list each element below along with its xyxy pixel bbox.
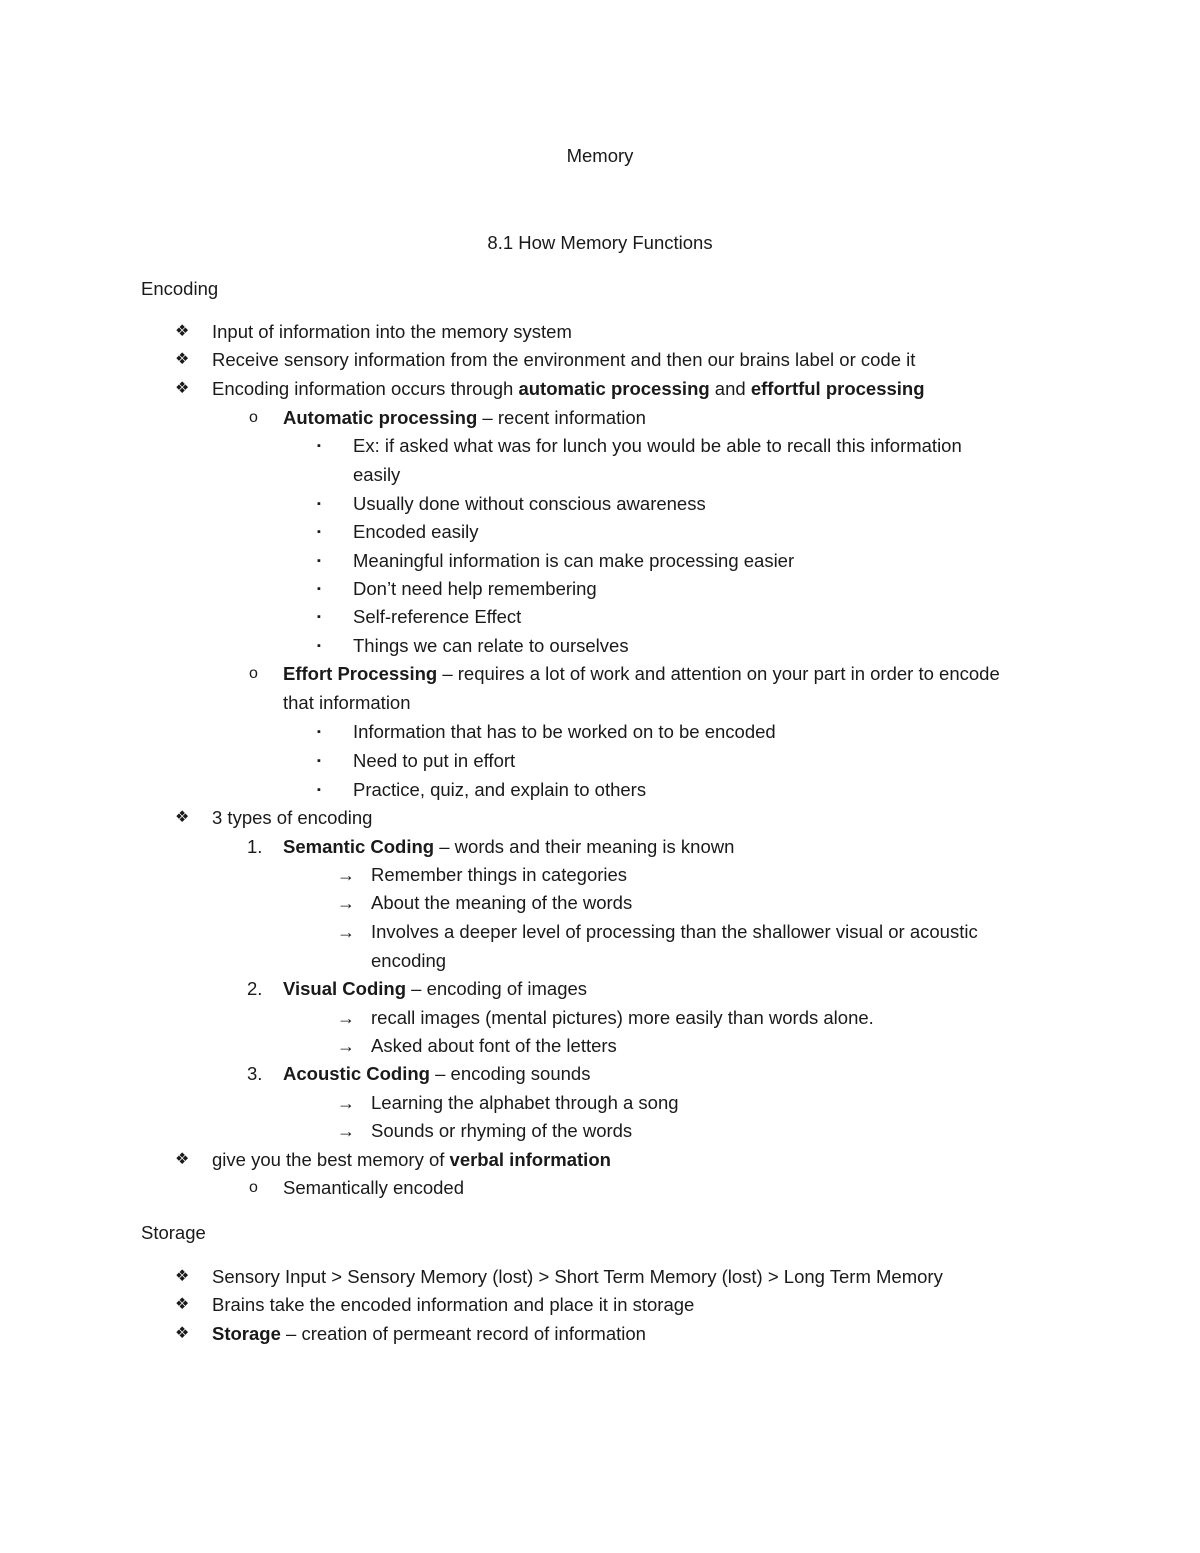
circle-bullet-icon: o [249, 1179, 258, 1196]
square-bullet-icon: ▪ [317, 755, 321, 767]
list-item: Encoded easily [353, 521, 479, 542]
list-item: Acoustic Coding – encoding sounds [283, 1063, 591, 1084]
list-item: Encoding information occurs through automatic processing and effortful processing [212, 378, 925, 399]
list-item: Effort Processing – requires a lot of work and attention on your part in order to encode [283, 663, 1000, 684]
list-item: Need to put in effort [353, 750, 516, 771]
diamond-bullet-icon: ❖ [175, 1268, 190, 1285]
list-item: Meaningful information is can make processing easier [353, 550, 795, 571]
list-item: Brains take the encoded information and place it in storage [212, 1294, 695, 1315]
square-bullet-icon: ▪ [317, 555, 321, 567]
list-item: Receive sensory information from the environment and then our brains label or code it [212, 349, 916, 370]
list-item: Semantically encoded [283, 1177, 464, 1198]
square-bullet-icon: ▪ [317, 526, 321, 538]
list-item: Input of information into the memory system [212, 321, 572, 342]
section-subtitle: 8.1 How Memory Functions [487, 232, 713, 253]
arrow-right-icon: → [337, 1036, 355, 1056]
list-item: Self-reference Effect [353, 606, 522, 627]
diamond-bullet-icon: ❖ [175, 809, 190, 826]
diamond-bullet-icon: ❖ [175, 1325, 190, 1342]
list-item: Things we can relate to ourselves [353, 635, 629, 656]
square-bullet-icon: ▪ [317, 784, 321, 796]
list-number: 1. [247, 836, 263, 857]
square-bullet-icon: ▪ [317, 583, 321, 595]
encoding-heading: Encoding [141, 278, 219, 299]
list-item: Learning the alphabet through a song [371, 1092, 679, 1113]
arrow-right-icon: → [337, 893, 355, 913]
list-item: Automatic processing – recent information [283, 407, 646, 428]
list-item: Storage – creation of permeant record of information [212, 1323, 646, 1344]
square-bullet-icon: ▪ [317, 611, 321, 623]
list-item: Sounds or rhyming of the words [371, 1120, 633, 1141]
document-title: Memory [566, 145, 634, 166]
list-item: easily [353, 464, 401, 485]
list-item: Information that has to be worked on to be encoded [353, 721, 776, 742]
list-item: Usually done without conscious awareness [353, 493, 706, 514]
circle-bullet-icon: o [249, 665, 258, 682]
list-item: Remember things in categories [371, 864, 628, 885]
list-item: recall images (mental pictures) more easily than words alone. [371, 1007, 874, 1028]
list-number: 3. [247, 1063, 263, 1084]
diamond-bullet-icon: ❖ [175, 351, 190, 368]
list-item: 3 types of encoding [212, 807, 373, 828]
list-item: that information [283, 692, 411, 713]
diamond-bullet-icon: ❖ [175, 1296, 190, 1313]
arrow-right-icon: → [337, 922, 355, 942]
list-item: Visual Coding – encoding of images [283, 978, 588, 999]
storage-heading: Storage [141, 1222, 206, 1243]
arrow-right-icon: → [337, 1008, 355, 1028]
list-item: encoding [371, 950, 447, 971]
arrow-right-icon: → [337, 1121, 355, 1141]
list-number: 2. [247, 978, 263, 999]
square-bullet-icon: ▪ [317, 726, 321, 738]
square-bullet-icon: ▪ [317, 440, 321, 452]
diamond-bullet-icon: ❖ [175, 380, 190, 397]
arrow-right-icon: → [337, 865, 355, 885]
list-item: Sensory Input > Sensory Memory (lost) > Short Term Memory (lost) > Long Term Memory [212, 1266, 943, 1287]
square-bullet-icon: ▪ [317, 640, 321, 652]
list-item: Asked about font of the letters [371, 1035, 617, 1056]
arrow-right-icon: → [337, 1093, 355, 1113]
list-item: Don’t need help remembering [353, 578, 597, 599]
diamond-bullet-icon: ❖ [175, 1151, 190, 1168]
list-item: Practice, quiz, and explain to others [353, 779, 647, 800]
diamond-bullet-icon: ❖ [175, 323, 190, 340]
list-item: Involves a deeper level of processing than the shallower visual or acoustic [371, 921, 978, 942]
list-item: About the meaning of the words [371, 892, 633, 913]
list-item: Semantic Coding – words and their meaning is known [283, 836, 735, 857]
square-bullet-icon: ▪ [317, 498, 321, 510]
circle-bullet-icon: o [249, 409, 258, 426]
list-item: give you the best memory of verbal information [212, 1149, 611, 1170]
list-item: Ex: if asked what was for lunch you would be able to recall this information [353, 435, 962, 456]
